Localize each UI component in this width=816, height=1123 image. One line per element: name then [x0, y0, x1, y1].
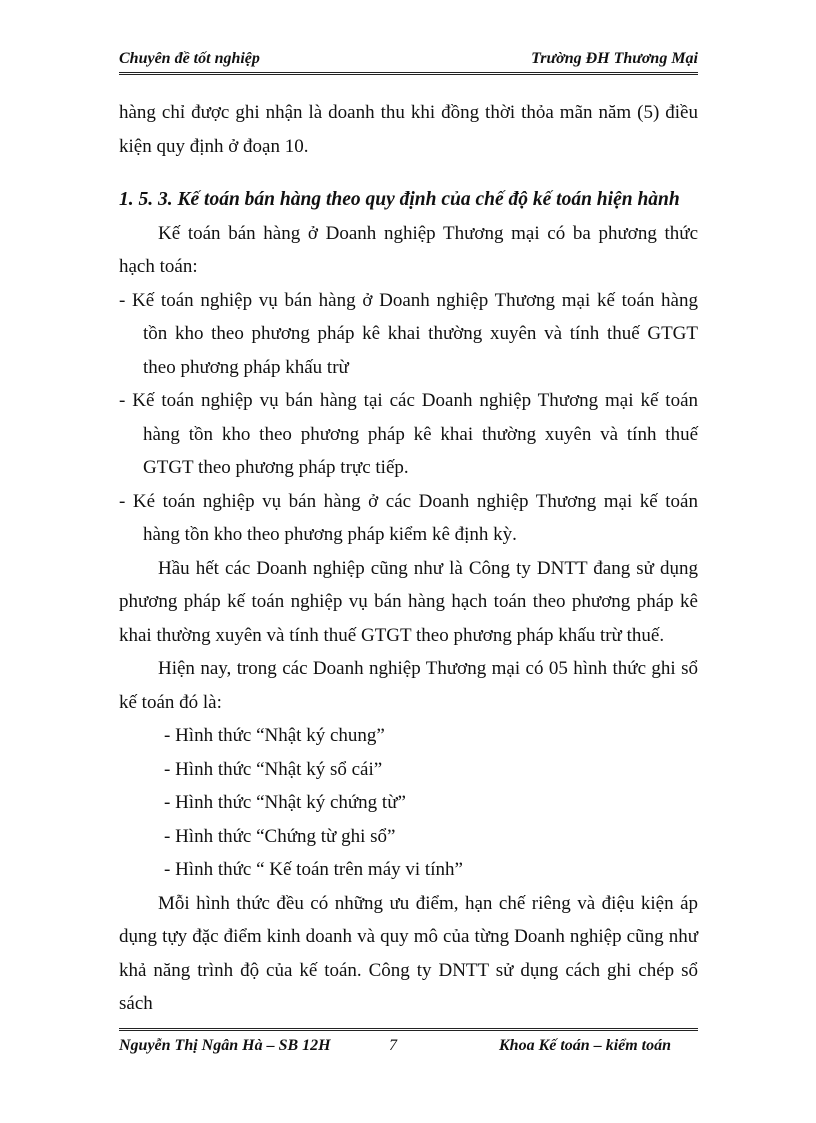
list-item-form: - Hình thức “ Kế toán trên máy vi tính”	[164, 859, 463, 880]
list-item-method: - Ké toán nghiệp vụ bán hàng ở các Doanh nghiệp Thương mại kế toán hàng tồn kho theo phương pháp kiểm kê định kỳ.	[119, 490, 698, 545]
page-content	[119, 96, 698, 1021]
paragraph-conclusion: Mỗi hình thức đều có những ưu điểm, hạn chế riêng và điệu kiện áp dụng tựy đặc điểm kinh doanh và quy mô của từng Doanh nghiệp cũng như khả năng trình độ của kế toán. Công ty DNTT sử dụng cách ghi chép sổ sách	[119, 892, 698, 1014]
list-item-form: - Hình thức “Nhật ký chứng từ”	[164, 792, 406, 813]
header-document-type: Chuyên đề tốt nghiệp	[119, 50, 260, 67]
paragraph-forms-intro: Hiện nay, trong các Doanh nghiệp Thương mại có 05 hình thức ghi sổ kế toán đó là:	[119, 658, 698, 713]
list-item-method: - Kế toán nghiệp vụ bán hàng ở Doanh nghiệp Thương mại kế toán hàng tồn kho theo phương pháp kê khai thường xuyên và tính thuế GTGT theo phương pháp khấu trừ	[119, 289, 698, 378]
footer-department: Khoa Kế toán – kiểm toán	[499, 1037, 672, 1054]
paragraph-intro: hàng chỉ được ghi nhận là doanh thu khi đồng thời thỏa mãn năm (5) điều kiện quy định ở đoạn 10.	[119, 102, 698, 157]
list-item-method: - Kế toán nghiệp vụ bán hàng tại các Doanh nghiệp Thương mại kế toán hàng tồn kho theo phương pháp kê khai thường xuyên và tính thuế GTGT theo phương pháp trực tiếp.	[119, 390, 698, 478]
page-header	[119, 50, 698, 75]
paragraph-company-method: Hầu hết các Doanh nghiệp cũng như là Công ty DNTT đang sử dụng phương pháp kế toán nghiệp vụ bán hàng hạch toán theo phương pháp kê khai thường xuyên và tính thuế GTGT theo phương pháp khấu trừ thuế.	[119, 557, 698, 646]
footer-author: Nguyễn Thị Ngân Hà – SB 12H	[119, 1037, 331, 1054]
list-item-form: - Hình thức “Nhật ký chung”	[164, 725, 385, 746]
header-university: Trường ĐH Thương Mại	[531, 50, 698, 67]
list-item-form: - Hình thức “Nhật ký sổ cái”	[164, 758, 383, 780]
paragraph-methods-intro: Kế toán bán hàng ở Doanh nghiệp Thương mại có ba phương thức hạch toán:	[119, 222, 698, 277]
list-item-form: - Hình thức “Chứng từ ghi sổ”	[164, 825, 396, 847]
page-footer	[119, 1028, 698, 1055]
section-heading: 1. 5. 3. Kế toán bán hàng theo quy định của chế độ kế toán hiện hành	[119, 189, 680, 210]
page-number: 7	[389, 1037, 397, 1054]
